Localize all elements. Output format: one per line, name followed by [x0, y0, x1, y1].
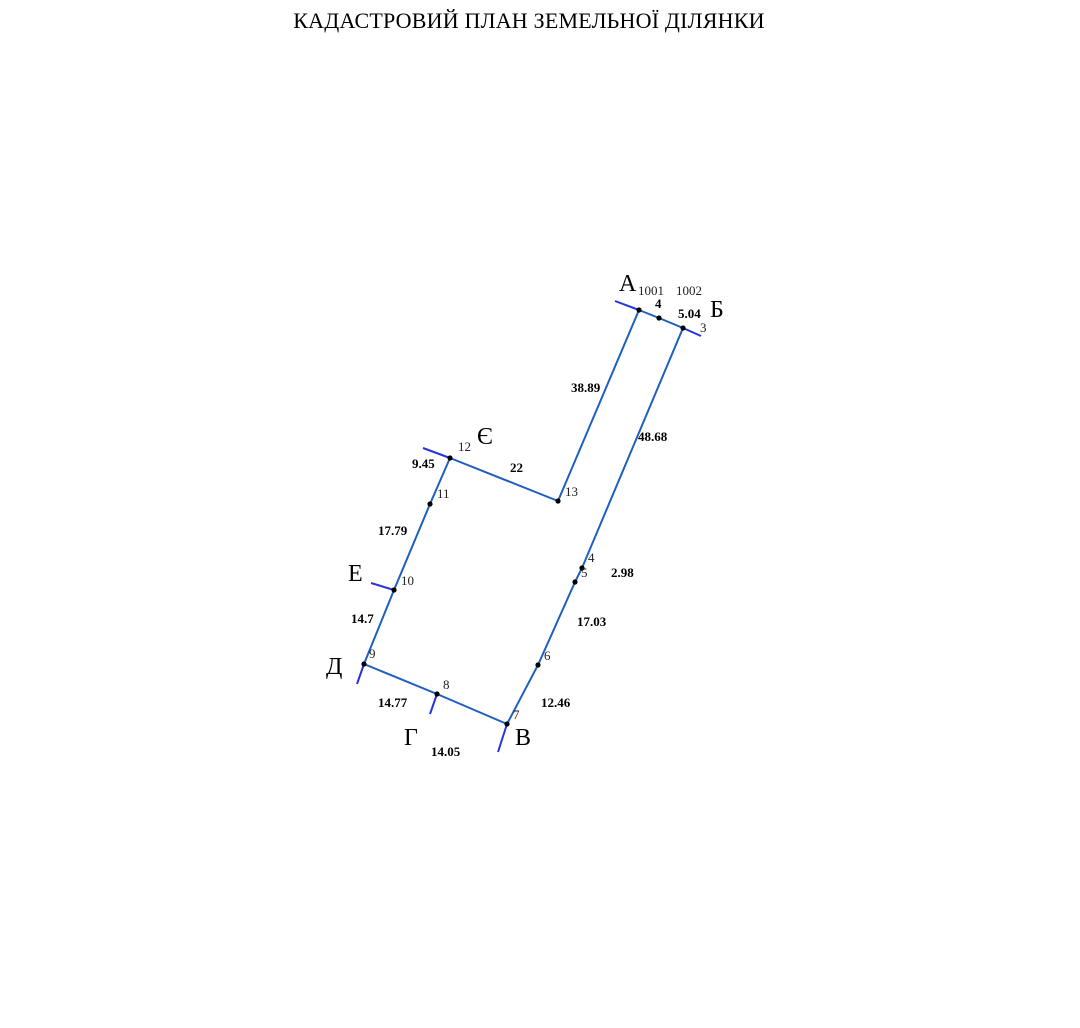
- boundary-letter-d: Д: [326, 654, 343, 680]
- boundary-letter-a: А: [619, 271, 637, 297]
- vertex-8: [434, 691, 439, 696]
- point-label-4: 4: [588, 550, 595, 565]
- length-7-8: 14.05: [431, 744, 461, 759]
- length-13-1: 38.89: [571, 380, 601, 395]
- point-label-11: 11: [437, 486, 450, 501]
- vertex-2: [656, 315, 661, 320]
- point-label-13: 13: [565, 484, 578, 499]
- point-label-12: 12: [458, 439, 471, 454]
- length-10-11: 17.79: [378, 523, 408, 538]
- page-title: КАДАСТРОВИЙ ПЛАН ЗЕМЕЛЬНОЇ ДІЛЯНКИ: [293, 8, 765, 33]
- length-8-9: 14.77: [378, 695, 408, 710]
- vertex-7: [504, 721, 509, 726]
- length-12-13: 22: [510, 460, 523, 475]
- point-label-9: 9: [369, 646, 376, 661]
- vertex-5: [572, 579, 577, 584]
- boundary-tick-a: [615, 301, 639, 310]
- boundary-tick-g: [430, 694, 437, 714]
- vertex-6: [535, 662, 540, 667]
- point-label-6: 6: [544, 648, 551, 663]
- vertex-9: [361, 661, 366, 666]
- vertex-1: [636, 307, 641, 312]
- vertex-10: [391, 587, 396, 592]
- vertex-12: [447, 455, 452, 460]
- length-1-2: 4: [655, 296, 662, 311]
- vertex-13: [555, 498, 560, 503]
- length-3-4: 48.68: [638, 429, 668, 444]
- point-label-8: 8: [443, 677, 450, 692]
- boundary-tick-d: [357, 664, 364, 684]
- boundary-letter-g: Г: [404, 725, 418, 751]
- point-label-7: 7: [513, 707, 520, 722]
- vertex-3: [680, 325, 685, 330]
- boundary-tick-e: [371, 583, 394, 590]
- vertex-11: [427, 501, 432, 506]
- length-5-6: 17.03: [577, 614, 607, 629]
- length-9-10: 14.7: [351, 611, 374, 626]
- neighbor-code-1002: 1002: [676, 283, 702, 298]
- boundary-tick-c: [498, 724, 507, 752]
- point-label-5: 5: [581, 565, 588, 580]
- length-4-5: 2.98: [611, 565, 634, 580]
- parcel-boundary: [364, 310, 683, 724]
- length-2-3: 5.04: [678, 306, 701, 321]
- boundary-tick-b: [683, 328, 701, 336]
- point-label-10: 10: [401, 573, 414, 588]
- length-6-7: 12.46: [541, 695, 571, 710]
- boundary-letter-v: В: [515, 725, 532, 751]
- boundary-letter-e: Е: [348, 561, 363, 587]
- length-11-12: 9.45: [412, 456, 435, 471]
- point-label-3: 3: [700, 320, 707, 335]
- boundary-letter-ye: Є: [477, 424, 493, 450]
- boundary-letter-b: Б: [710, 297, 724, 323]
- neighbor-code-1001: 1001: [638, 283, 664, 298]
